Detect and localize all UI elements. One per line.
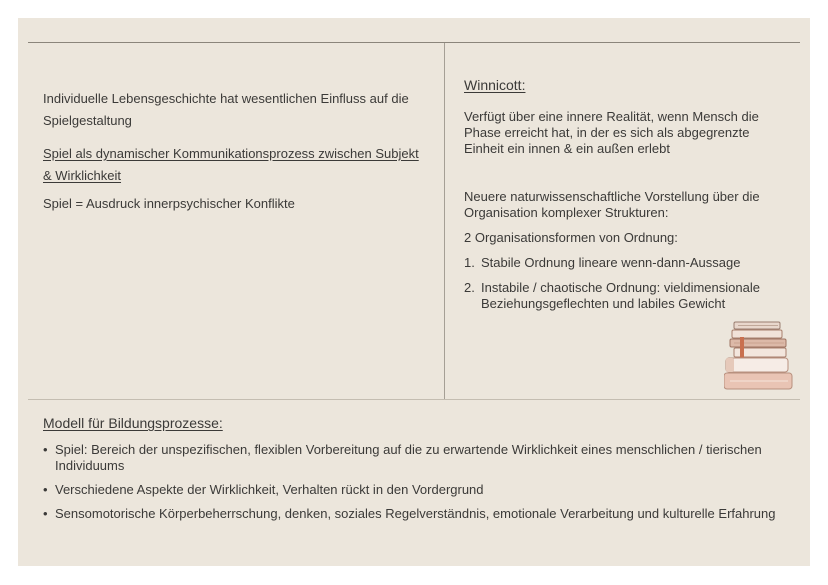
order-forms-list (464, 255, 789, 312)
list-item: • Verschiedene Aspekte der Wirklichkeit, Verhalten rückt in den Vordergrund (43, 482, 484, 497)
top-divider (28, 42, 800, 43)
list-item: • Spiel: Bereich der unspezifischen, flexiblen Vorbereitung auf die zu erwartende Wirklichkeit eines menschlichen / tierischen Individuums (43, 442, 762, 473)
list-item: 1. Stabile Ordnung lineare wenn-dann-Aussage (464, 255, 741, 270)
dynamic-process-text: Spiel als dynamischer Kommunikationsprozess zwischen Subjekt & Wirklichkeit (43, 146, 419, 183)
book-stack-icon (724, 319, 794, 393)
list-item: • Sensomotorische Körperbeherrschung, denken, soziales Regelverständnis, emotionale Verarbeitung und kulturelle Erfahrung (43, 506, 776, 521)
inner-reality-text: Verfügt über eine innere Realität, wenn Mensch die Phase erreicht hat, in der es sich als abgegrenzte Einheit ein innen & ein außen erlebt (464, 109, 759, 156)
bildungsprozesse-list (43, 442, 778, 530)
bildungsprozesse-heading: Modell für Bildungsprozesse: (43, 415, 223, 431)
column-divider (444, 43, 445, 399)
note-card (18, 18, 810, 566)
expression-text: Spiel = Ausdruck innerpsychischer Konflikte (43, 196, 295, 211)
section-divider (28, 399, 800, 400)
science-text: Neuere naturwissenschaftliche Vorstellung über die Organisation komplexer Strukturen: (464, 189, 760, 220)
winnicott-heading: Winnicott: (464, 77, 526, 93)
list-item: 2. Instabile / chaotische Ordnung: vieldimensionale Beziehungsgeflechten und labiles Gewicht (464, 280, 760, 311)
forms-intro-text: 2 Organisationsformen von Ordnung: (464, 230, 678, 245)
intro-text: Individuelle Lebensgeschichte hat wesentlichen Einfluss auf die Spielgestaltung (43, 91, 409, 128)
